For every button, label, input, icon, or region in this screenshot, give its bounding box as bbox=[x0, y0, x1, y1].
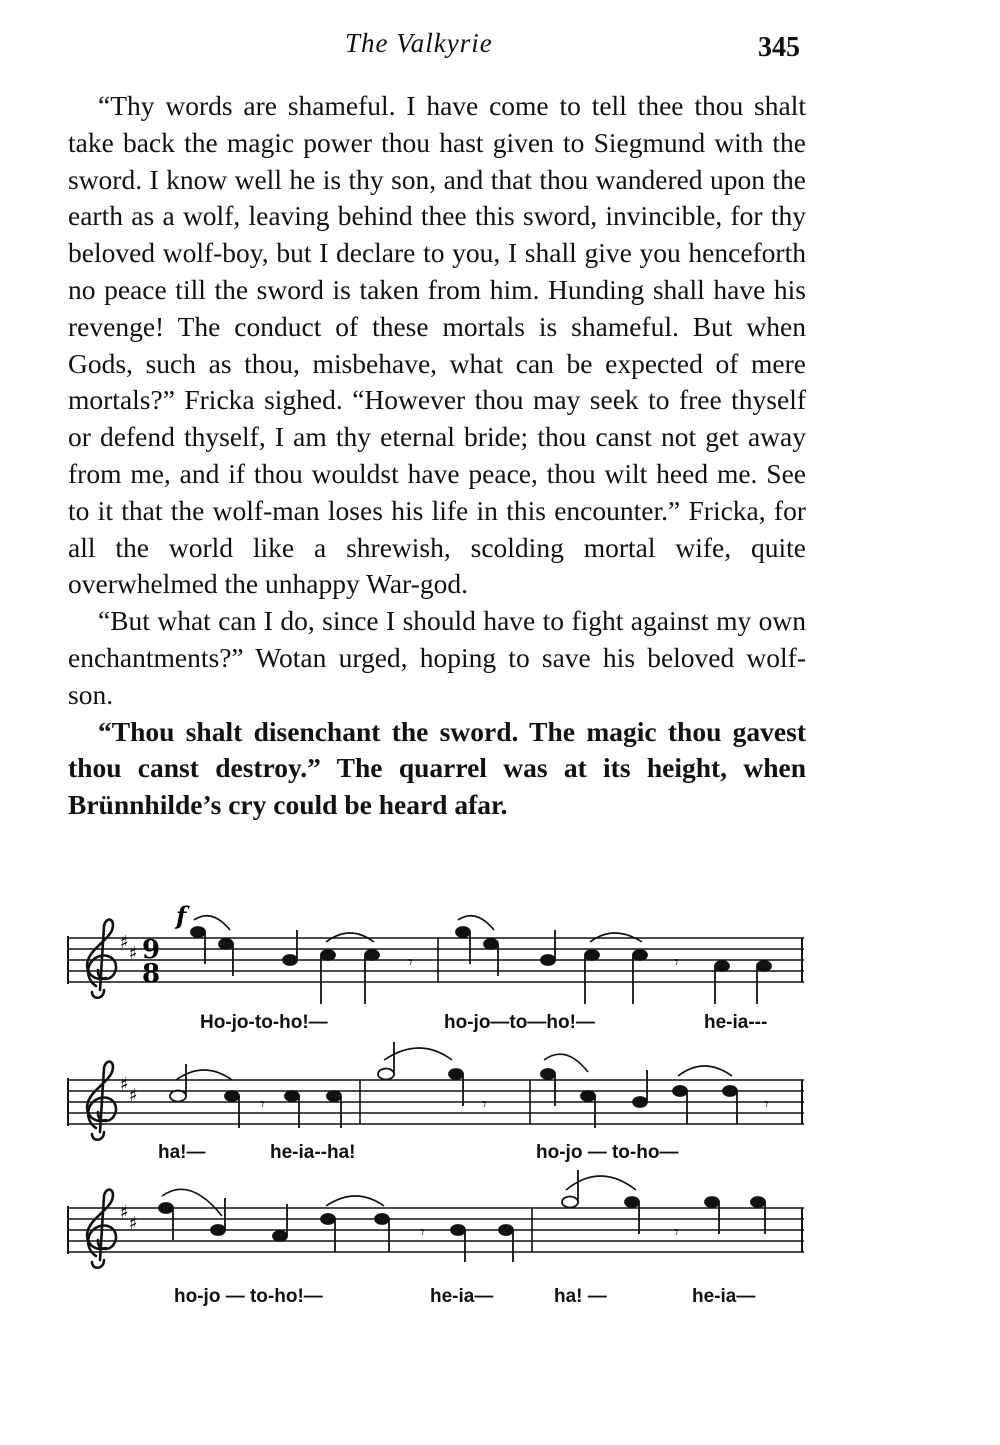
svg-text:𝄾: 𝄾 bbox=[260, 1094, 265, 1115]
dynamic-forte: f bbox=[176, 901, 187, 930]
lyric-ha-2: ha! — bbox=[554, 1286, 607, 1307]
svg-text:𝄾: 𝄾 bbox=[482, 1094, 487, 1115]
sharp-icon: ♯ bbox=[129, 943, 138, 964]
staff-system-1 bbox=[68, 901, 804, 1004]
lyric-he-ia-2: he-ia— bbox=[430, 1286, 494, 1307]
lyric-he-ia-3: he-ia— bbox=[692, 1286, 756, 1307]
lyric-ho-jo-to-ho-4: ho-jo — to-ho!— bbox=[174, 1286, 323, 1307]
staff-system-2 bbox=[68, 1042, 804, 1140]
staff-system-3 bbox=[68, 1170, 804, 1268]
paragraph-wotan-reply: “But what can I do, since I should have to fight against my own enchantments?” Wotan urged, hoping to save his beloved wolf-son. bbox=[68, 605, 806, 710]
sharp-icon: ♯ bbox=[129, 1085, 138, 1106]
sharp-icon: ♯ bbox=[129, 1213, 138, 1234]
sharp-icon: ♯ bbox=[120, 1202, 129, 1223]
paragraph-quarrel: “Thou shalt disenchant the sword. The magic thou gavest thou canst destroy.” The quarrel was at its height, when Brünnhilde’s cry could be heard afar. bbox=[68, 715, 806, 821]
paragraph-fricka-speech: “Thy words are shameful. I have come to tell thee thou shalt take back the magic power thou hast given to Siegmund with the sword. I know well he is thy son, and that thou wandered upon the earth as a wolf, leaving behind thee this sword, invincible, for thy beloved wolf-boy, but I declare to you, I shall give you henceforth no peace till the sword is taken from him. Hunding shall have his revenge! The conduct of these mortals is shameful. But when Gods, such as thou, misbehave, what can be expected of mere mortals?” Fricka sighed. “However thou may seek to free thyself or defend thyself, I am thy eternal bride; thou canst not get away from me, and if thou wouldst have peace, thou wilt heed me. See to it that the wolf-man loses his life in this encounter.” Fricka, for all the world like a shrewish, scolding mortal wife, quite overwhelmed the unhappy War-god. bbox=[68, 90, 806, 600]
body-text bbox=[68, 88, 806, 824]
sharp-icon: ♯ bbox=[120, 932, 129, 953]
page-number: 345 bbox=[758, 32, 800, 63]
svg-text:𝄾: 𝄾 bbox=[420, 1222, 425, 1243]
score-notation bbox=[0, 900, 1000, 1320]
treble-clef-icon bbox=[87, 920, 116, 998]
music-score bbox=[0, 900, 1000, 1320]
lyric-ho-jo-to-ho-3: ho-jo — to-ho— bbox=[536, 1142, 679, 1163]
lyric-he-ia-ha: he-ia--ha! bbox=[270, 1142, 356, 1163]
svg-text:𝄾: 𝄾 bbox=[674, 1222, 679, 1243]
lyric-ha-1: ha!— bbox=[158, 1142, 206, 1163]
running-title: The Valkyrie bbox=[345, 28, 493, 58]
treble-clef-icon bbox=[87, 1062, 116, 1140]
lyric-he-ia-1: he-ia--- bbox=[704, 1012, 768, 1033]
lyric-ho-jo-to-ho-2: ho-jo—to—ho!— bbox=[444, 1012, 595, 1033]
time-signature-bottom: 8 bbox=[142, 959, 161, 989]
svg-text:𝄾: 𝄾 bbox=[764, 1094, 769, 1115]
svg-text:𝄾: 𝄾 bbox=[674, 952, 679, 973]
lyric-ho-jo-to-ho-1: Ho-jo-to-ho!— bbox=[200, 1012, 328, 1033]
time-signature-top: 9 bbox=[142, 935, 161, 965]
treble-clef-icon bbox=[87, 1190, 116, 1268]
running-head bbox=[0, 28, 1000, 68]
sharp-icon: ♯ bbox=[120, 1074, 129, 1095]
svg-text:𝄾: 𝄾 bbox=[408, 952, 413, 973]
